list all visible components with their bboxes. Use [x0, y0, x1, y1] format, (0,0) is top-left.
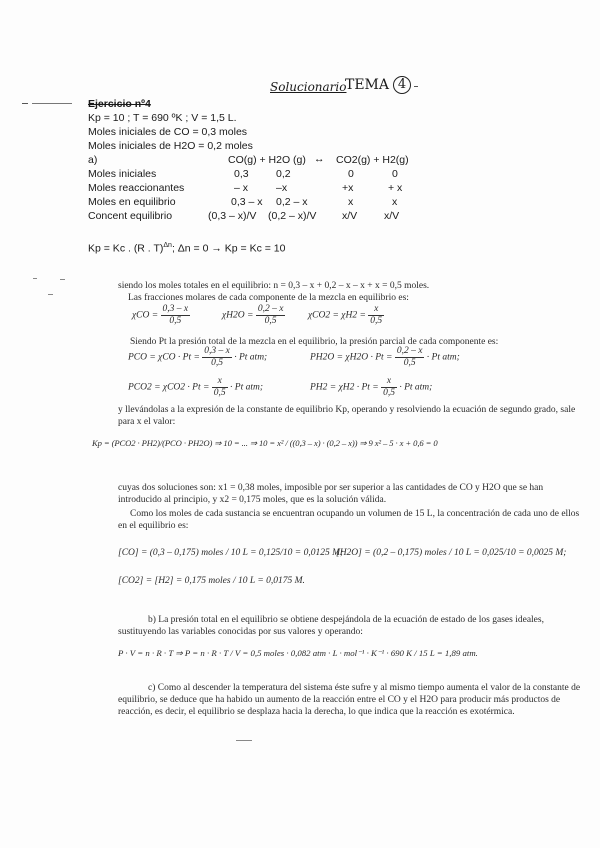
part-b-text: b) La presión total en el equilibrio se obtiene despejándola de la ecuación de estado de los gases ideales, sustituyendo las variables conocidas por sus valores y operando: — [118, 615, 544, 637]
row-co: – x — [234, 182, 249, 194]
chi-co-num: 0,3 – x — [162, 304, 189, 314]
row-label: Moles en equilibrio — [88, 196, 176, 208]
p-co-num: 0,3 – x — [204, 346, 230, 356]
row-label: Moles iniciales — [88, 168, 157, 180]
row-h2: x — [392, 196, 398, 208]
p-h2-den: 0,5 — [383, 388, 395, 398]
chi-h2o-label: χH2O = — [222, 310, 254, 321]
chi-h2o-num: 0,2 – x — [257, 304, 284, 314]
chi-h2o-den: 0,5 — [264, 316, 277, 326]
row-co: 0,3 – x — [231, 196, 263, 208]
p-h2-label: PH2 = χH2 · Pt = — [310, 382, 379, 393]
p-co2-label: PCO2 = χCO2 · Pt = — [128, 382, 210, 393]
header-dash — [414, 86, 418, 87]
p-h2-eq — [310, 376, 432, 399]
kp-equation: Kp = (PCO2 · PH2)/(PCO · PH2O) ⇒ 10 = ... ⇒ 10 = x² / ((0,3 – x) · (0,2 – x)) ⇒ 9 x² – 5 · x + 0,6 = 0 — [92, 438, 438, 448]
margin-mark — [22, 103, 28, 104]
row-h2: 0 — [392, 168, 398, 180]
row-h2: + x — [388, 182, 403, 194]
row-label: Concent equilibrio — [88, 210, 173, 222]
given-line-1: Kp = 10 ; T = 690 ºK ; V = 1,5 L. — [88, 112, 237, 124]
kp-relation-tail: ; Δn = 0 → Kp = Kc = 10 — [171, 242, 286, 255]
chi-co-label: χCO = — [132, 310, 159, 321]
exercise-title: Ejercicio nº4 — [88, 98, 151, 110]
chi-h2o-frac — [256, 304, 286, 327]
margin-mark — [33, 278, 37, 279]
conc-co2: [CO2] = [H2] = 0,175 moles / 10 L = 0,0175 M. — [118, 576, 305, 586]
p-h2-tail: · Pt atm; — [399, 382, 433, 393]
part-a-label: a) — [88, 154, 98, 166]
partial-pressure-intro: Siendo Pt la presión total de la mezcla en el equilibrio, la presión parcial de cada componente es: — [130, 337, 499, 347]
chi-co2-eq — [308, 304, 384, 327]
total-moles-text: siendo los moles totales en el equilibrio: n = 0,3 – x + 0,2 – x – x + x = 0,5 moles. — [118, 281, 430, 291]
solutions-text: cuyas dos soluciones son: x1 = 0,38 moles, imposible por ser superior a las cantidades de CO y H2O que se han introducido al principio, y x2 = 0,175 moles, que es la solución válida. — [118, 483, 544, 505]
chi-co2-frac — [368, 304, 384, 327]
p-co-frac — [202, 346, 232, 369]
p-h2o-frac — [395, 346, 425, 369]
concentration-text: Como los moles de cada sustancia se encuentran ocupando un volumen de 15 L, la concentración de cada uno de ellos en el equilibrio es: — [118, 509, 580, 531]
row-h2o: –x — [276, 182, 288, 194]
p-h2o-eq — [310, 346, 460, 369]
part-c-text: c) Como al descender la temperatura del sistema éste sufre y al mismo tiempo aumenta el valor de la constante de equilibrio, se deduce que ha habido un aumento de la reacción entre el CO y el H2O para producir más productos de reacción, es decir, el equilibrio se desplaza hacia la derecha, lo que indica que la reacción es exotérmica. — [118, 683, 581, 717]
table-row — [88, 210, 508, 224]
row-h2o: 0,2 — [276, 168, 291, 180]
margin-mark — [32, 103, 72, 104]
conc-co: [CO] = (0,3 – 0,175) moles / 10 L = 0,125/10 = 0,0125 M; — [118, 548, 344, 558]
row-co2: x/V — [342, 210, 358, 222]
p-co-label: PCO = χCO · Pt = — [128, 352, 200, 363]
p-co2-eq — [128, 376, 263, 399]
p-h2-num: x — [381, 376, 397, 388]
given-line-2: Moles iniciales de CO = 0,3 moles — [88, 126, 248, 138]
reaction-arrow: ↔ — [314, 153, 325, 165]
chi-co-eq — [132, 304, 190, 327]
row-label: Moles reaccionantes — [88, 182, 185, 194]
chi-co-frac — [161, 304, 191, 327]
p-co-den: 0,5 — [211, 358, 223, 368]
margin-mark — [48, 294, 53, 295]
row-h2o: 0,2 – x — [276, 196, 308, 208]
kp-relation-head: Kp = Kc . (R . T) — [88, 242, 164, 255]
table-row — [88, 196, 508, 210]
p-h2o-tail: · Pt atm; — [426, 352, 460, 363]
chi-h2o-eq — [222, 304, 285, 327]
chi-co2-label: χCO2 = χH2 = — [308, 310, 366, 321]
table-row — [88, 168, 508, 182]
header-tema: TEMA — [345, 77, 390, 93]
row-co: 0,3 — [234, 168, 249, 180]
chi-co2-den: 0,5 — [370, 316, 383, 326]
pressure-equation: P · V = n · R · T ⇒ P = n · R · T / V = 0,5 moles · 0,082 atm · L · mol⁻¹ · K⁻¹ · 690 K / 15 L = 1,89 atm. — [118, 648, 478, 658]
row-co2: x — [348, 196, 354, 208]
reaction-right: CO2(g) + H2(g) — [336, 154, 409, 166]
p-co2-den: 0,5 — [213, 388, 226, 398]
p-co2-num: x — [212, 376, 228, 388]
given-line-3: Moles iniciales de H2O = 0,2 moles — [88, 140, 253, 152]
p-co2-tail: · Pt atm; — [230, 382, 263, 393]
chi-co-den: 0,5 — [169, 316, 182, 326]
p-h2-frac — [381, 376, 397, 399]
kp-exponent: Δn — [163, 242, 172, 249]
conc-h2o: [H2O] = (0,2 – 0,175) moles / 10 L = 0,025/10 = 0,0025 M; — [336, 548, 567, 558]
row-co2: 0 — [348, 168, 354, 180]
row-co2: +x — [342, 182, 354, 194]
row-h2: x/V — [384, 210, 400, 222]
molar-fraction-intro: Las fracciones molares de cada componente de la mezcla en equilibrio es: — [128, 293, 409, 303]
p-h2o-label: PH2O = χH2O · Pt = — [310, 352, 393, 363]
table-row — [88, 182, 508, 196]
row-co: (0,3 – x)/V — [208, 210, 257, 222]
margin-mark — [60, 279, 65, 280]
bottom-mark — [236, 740, 252, 741]
kp-relation — [88, 242, 286, 255]
p-h2o-den: 0,5 — [403, 358, 416, 368]
p-co-tail: · Pt atm; — [234, 352, 268, 363]
p-h2o-num: 0,2 – x — [396, 346, 423, 356]
substitute-text: y llevándolas a la expresión de la constante de equilibrio Kp, operando y resolviendo la ecuación de segundo grado, sale para x el valor: — [118, 405, 576, 427]
p-co2-frac — [212, 376, 228, 399]
p-co-eq — [128, 346, 267, 369]
header-solucionario: Solucionario — [270, 80, 347, 94]
chi-co2-num: x — [368, 304, 384, 316]
row-h2o: (0,2 – x)/V — [268, 210, 317, 222]
reaction-left: CO(g) + H2O (g) — [228, 154, 306, 166]
header-tema-number: 4 — [393, 76, 411, 94]
